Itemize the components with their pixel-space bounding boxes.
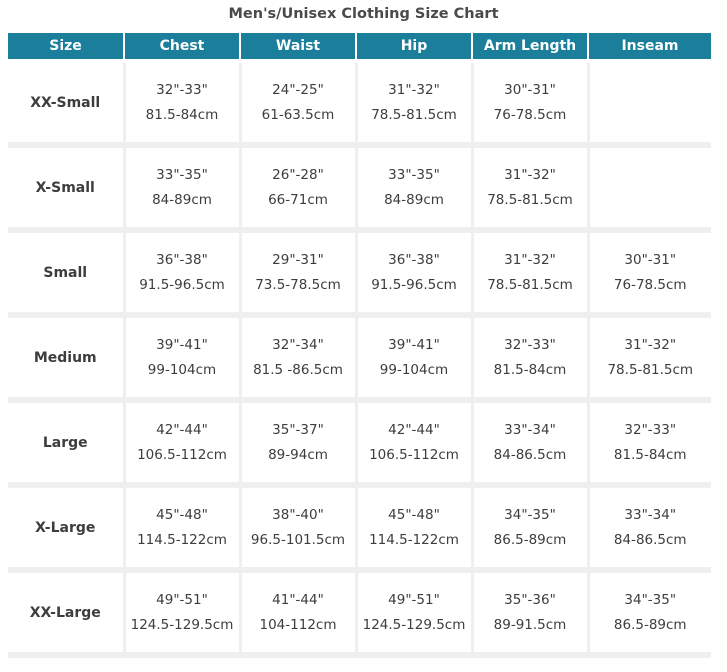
chest-inches: 45"-48" (156, 506, 208, 523)
waist-inches: 32"-34" (272, 336, 324, 353)
hip-inches: 33"-35" (388, 166, 440, 183)
column-header-size: Size (8, 33, 124, 61)
table-header (8, 33, 711, 61)
inseam-centimeters: 81.5-84cm (613, 446, 687, 463)
size-label: XX-Large (8, 570, 124, 655)
cell-inseam (588, 485, 711, 570)
waist-centimeters: 104-112cm (259, 616, 337, 633)
cell-waist (240, 61, 356, 145)
arm-length-centimeters: 81.5-84cm (493, 361, 567, 378)
size-label: X-Small (8, 145, 124, 230)
hip-centimeters: 84-89cm (384, 191, 444, 208)
cell-arm-length (472, 145, 588, 230)
waist-inches: 41"-44" (272, 591, 324, 608)
arm-length-inches: 34"-35" (504, 506, 556, 523)
hip-inches: 49"-51" (388, 591, 440, 608)
cell-inseam (588, 145, 711, 230)
inseam-centimeters: 86.5-89cm (613, 616, 687, 633)
arm-length-centimeters: 84-86.5cm (493, 446, 567, 463)
hip-centimeters: 91.5-96.5cm (371, 276, 457, 293)
waist-inches: 38"-40" (272, 506, 324, 523)
arm-length-inches: 33"-34" (504, 421, 556, 438)
cell-inseam (588, 230, 711, 315)
arm-length-centimeters: 76-78.5cm (493, 106, 567, 123)
arm-length-inches: 30"-31" (504, 81, 556, 98)
cell-chest (124, 400, 240, 485)
table-row (8, 230, 711, 315)
table-body (8, 61, 711, 655)
cell-hip (356, 570, 472, 655)
size-label: Large (8, 400, 124, 485)
chest-centimeters: 84-89cm (152, 191, 212, 208)
table-row (8, 61, 711, 145)
size-label: Small (8, 230, 124, 315)
waist-centimeters: 89-94cm (268, 446, 328, 463)
cell-waist (240, 570, 356, 655)
table-row (8, 145, 711, 230)
cell-arm-length (472, 230, 588, 315)
inseam-inches: 33"-34" (624, 506, 677, 523)
chest-centimeters: 91.5-96.5cm (139, 276, 225, 293)
hip-inches: 39"-41" (388, 336, 440, 353)
cell-inseam (588, 400, 711, 485)
inseam-inches: 32"-33" (624, 421, 677, 438)
chest-inches: 39"-41" (156, 336, 208, 353)
cell-arm-length (472, 61, 588, 145)
waist-centimeters: 81.5 -86.5cm (253, 361, 343, 378)
chest-centimeters: 124.5-129.5cm (130, 616, 234, 633)
chest-centimeters: 81.5-84cm (145, 106, 219, 123)
inseam-inches: 34"-35" (624, 591, 677, 608)
hip-centimeters: 78.5-81.5cm (371, 106, 457, 123)
chest-centimeters: 106.5-112cm (137, 446, 227, 463)
chest-centimeters: 114.5-122cm (137, 531, 227, 548)
hip-centimeters: 114.5-122cm (369, 531, 459, 548)
cell-hip (356, 230, 472, 315)
table-row (8, 315, 711, 400)
waist-centimeters: 73.5-78.5cm (255, 276, 341, 293)
inseam-inches: 30"-31" (624, 251, 677, 268)
cell-hip (356, 485, 472, 570)
cell-inseam (588, 315, 711, 400)
hip-inches: 45"-48" (388, 506, 440, 523)
inseam-centimeters: 78.5-81.5cm (607, 361, 694, 378)
cell-arm-length (472, 485, 588, 570)
waist-centimeters: 61-63.5cm (261, 106, 335, 123)
column-header-arm-length: Arm Length (472, 33, 588, 61)
inseam-centimeters: 76-78.5cm (613, 276, 687, 293)
table-row (8, 570, 711, 655)
size-chart-table (8, 33, 711, 658)
arm-length-inches: 31"-32" (504, 251, 556, 268)
cell-arm-length (472, 315, 588, 400)
cell-inseam (588, 570, 711, 655)
arm-length-centimeters: 86.5-89cm (493, 531, 567, 548)
column-header-hip: Hip (356, 33, 472, 61)
cell-chest (124, 315, 240, 400)
size-label: X-Large (8, 485, 124, 570)
waist-centimeters: 96.5-101.5cm (250, 531, 346, 548)
cell-hip (356, 315, 472, 400)
waist-inches: 29"-31" (272, 251, 324, 268)
size-label: Medium (8, 315, 124, 400)
hip-inches: 31"-32" (388, 81, 440, 98)
column-header-chest: Chest (124, 33, 240, 61)
chest-inches: 49"-51" (156, 591, 208, 608)
cell-chest (124, 230, 240, 315)
chest-centimeters: 99-104cm (147, 361, 217, 378)
hip-centimeters: 106.5-112cm (369, 446, 459, 463)
inseam-centimeters: 84-86.5cm (613, 531, 687, 548)
arm-length-centimeters: 78.5-81.5cm (487, 276, 573, 293)
header-row (8, 33, 711, 61)
cell-chest (124, 570, 240, 655)
waist-centimeters: 66-71cm (268, 191, 328, 208)
cell-waist (240, 145, 356, 230)
cell-chest (124, 145, 240, 230)
chest-inches: 42"-44" (156, 421, 208, 438)
waist-inches: 35"-37" (272, 421, 324, 438)
cell-hip (356, 400, 472, 485)
arm-length-centimeters: 89-91.5cm (493, 616, 567, 633)
size-label: XX-Small (8, 61, 124, 145)
arm-length-inches: 32"-33" (504, 336, 556, 353)
arm-length-centimeters: 78.5-81.5cm (487, 191, 573, 208)
waist-inches: 26"-28" (272, 166, 324, 183)
cell-chest (124, 61, 240, 145)
hip-inches: 42"-44" (388, 421, 440, 438)
page-title: Men's/Unisex Clothing Size Chart (228, 6, 499, 22)
cell-arm-length (472, 400, 588, 485)
cell-waist (240, 400, 356, 485)
cell-arm-length (472, 570, 588, 655)
cell-hip (356, 145, 472, 230)
cell-hip (356, 61, 472, 145)
table-row (8, 485, 711, 570)
column-header-waist: Waist (240, 33, 356, 61)
cell-inseam (588, 61, 711, 145)
cell-waist (240, 485, 356, 570)
table-row (8, 400, 711, 485)
cell-waist (240, 230, 356, 315)
hip-centimeters: 124.5-129.5cm (362, 616, 466, 633)
chest-inches: 33"-35" (156, 166, 208, 183)
hip-inches: 36"-38" (388, 251, 440, 268)
cell-chest (124, 485, 240, 570)
hip-centimeters: 99-104cm (379, 361, 449, 378)
chest-inches: 32"-33" (156, 81, 208, 98)
inseam-inches: 31"-32" (624, 336, 677, 353)
chest-inches: 36"-38" (156, 251, 208, 268)
waist-inches: 24"-25" (272, 81, 324, 98)
column-header-inseam: Inseam (588, 33, 711, 61)
cell-waist (240, 315, 356, 400)
arm-length-inches: 31"-32" (504, 166, 556, 183)
arm-length-inches: 35"-36" (504, 591, 556, 608)
